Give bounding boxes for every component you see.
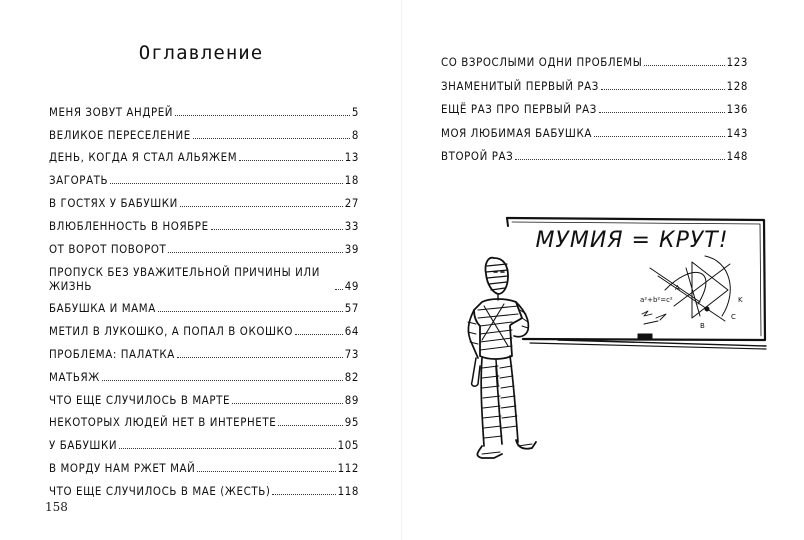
toc-entry[interactable] [49, 338, 359, 361]
toc-entry[interactable] [49, 407, 359, 430]
toc-entry-title: В МОРДУ НАМ РЖЕТ МАЙ [49, 460, 196, 475]
toc-entry-page: 136 [726, 102, 748, 117]
chalk-scribbles [642, 311, 666, 324]
toc-entry-title: ПРОБЛЕМА: ПАЛАТКА [49, 346, 175, 361]
toc-entry-title: ОТ ВОРОТ ПОВОРОТ [49, 241, 167, 256]
toc-entry-page: 39 [344, 241, 359, 256]
toc-entry-page: 8 [351, 127, 359, 142]
toc-entry-page: 112 [337, 460, 359, 475]
toc-entry-title: ВТОРОЙ РАЗ [441, 148, 514, 163]
toc-leader [193, 138, 350, 139]
vertex-label: K [738, 296, 743, 304]
toc-entry-page: 148 [726, 148, 748, 163]
vertex-label: A [675, 284, 680, 292]
toc-entry[interactable] [49, 315, 359, 338]
toc-leader [335, 289, 343, 290]
toc-leader [278, 425, 342, 426]
pythagorean-formula: a²+b²=c² [640, 296, 673, 304]
vertex-label: B [700, 322, 705, 330]
toc-entry[interactable] [49, 210, 359, 233]
toc-entry-page: 105 [337, 438, 359, 453]
toc-entry[interactable] [49, 452, 359, 475]
toc-entry[interactable] [49, 384, 359, 407]
toc-entry-title: ЧТО ЕЩЕ СЛУЧИЛОСЬ В МАЕ (ЖЕСТЬ) [49, 483, 271, 498]
toc-leader [594, 136, 725, 137]
toc-entry[interactable] [49, 256, 359, 293]
toc-leader [102, 380, 343, 381]
toc-leader [197, 471, 335, 472]
toc-title: Оглавление [138, 42, 264, 64]
toc-leader [168, 252, 342, 253]
toc-leader [272, 494, 335, 495]
toc-leader [644, 65, 724, 66]
toc-entry-title: МЕНЯ ЗОВУТ АНДРЕЙ [49, 104, 174, 119]
toc-entry-title: ВЕЛИКОЕ ПЕРЕСЕЛЕНИЕ [49, 127, 191, 142]
toc-entry-title: БАБУШКА И МАМА [49, 301, 156, 316]
toc-entry-title: МЕТИЛ В ЛУКОШКО, А ПОПАЛ В ОКОШКО [49, 324, 294, 339]
right-page [402, 0, 804, 540]
toc-entry-page: 49 [344, 278, 359, 293]
toc-entry-title: В ГОСТЯХ У БАБУШКИ [49, 195, 178, 210]
toc-entry-page: 18 [344, 173, 359, 188]
toc-entry[interactable] [49, 164, 359, 187]
toc-leader [239, 160, 343, 161]
toc-entry-page: 5 [351, 104, 359, 119]
toc-entry-page: 89 [344, 392, 359, 407]
toc-leader [599, 112, 725, 113]
toc-entry-title: ЧТО ЕЩЕ СЛУЧИЛОСЬ В МАРТЕ [49, 392, 231, 407]
toc-entry-page: 33 [344, 218, 359, 233]
toc-entry[interactable] [49, 361, 359, 384]
toc-entry[interactable] [441, 140, 748, 163]
toc-entry-page: 27 [344, 195, 359, 210]
toc-entry-title: ЗАГОРАТЬ [49, 173, 109, 188]
toc-entry-title: У БАБУШКИ [49, 438, 118, 453]
mummy-teacher-illustration [460, 206, 772, 466]
toc-leader [232, 403, 343, 404]
toc-leader [211, 229, 343, 230]
vertex-label: C [731, 313, 736, 321]
toc-entry[interactable] [49, 187, 359, 210]
toc-leader [180, 206, 343, 207]
toc-entry-title: ДЕНЬ, КОГДА Я СТАЛ АЛЬЯЖЕМ [49, 150, 238, 165]
toc-list-right [441, 46, 748, 163]
board-inscription: МУМИЯ = КРУТ! [535, 228, 729, 253]
toc-entry[interactable] [49, 119, 359, 142]
toc-entry-title: ЗНАМЕНИТЫЙ ПЕРВЫЙ РАЗ [441, 78, 599, 93]
toc-leader [175, 115, 350, 116]
toc-entry-page: 13 [344, 150, 359, 165]
toc-entry[interactable] [49, 293, 359, 316]
page-number: 158 [45, 500, 68, 514]
toc-entry-title: ПРОПУСК БЕЗ УВАЖИТЕЛЬНОЙ ПРИЧИНЫ ИЛИ ЖИЗНЬ [49, 264, 320, 293]
toc-entry-page: 57 [344, 301, 359, 316]
toc-entry-page: 118 [337, 483, 359, 498]
toc-entry[interactable] [441, 46, 748, 69]
toc-entry[interactable] [49, 475, 359, 498]
toc-entry[interactable] [49, 96, 359, 119]
toc-entry-page: 143 [726, 125, 748, 140]
geometry-sketch [650, 256, 730, 321]
toc-entry-page: 82 [344, 369, 359, 384]
toc-entry[interactable] [49, 233, 359, 256]
toc-entry[interactable] [441, 69, 748, 92]
toc-entry-page: 64 [344, 324, 359, 339]
toc-entry-page: 123 [726, 55, 748, 70]
toc-entry-title: ЕЩЁ РАЗ ПРО ПЕРВЫЙ РАЗ [441, 102, 597, 117]
toc-leader [177, 357, 343, 358]
toc-leader [119, 448, 336, 449]
toc-leader [158, 311, 343, 312]
toc-entry[interactable] [441, 116, 748, 139]
toc-entry-title: МАТЬЯЖ [49, 369, 100, 384]
toc-leader [601, 89, 725, 90]
toc-entry[interactable] [49, 142, 359, 165]
toc-leader [295, 334, 343, 335]
toc-leader [110, 183, 343, 184]
toc-list-left [49, 96, 359, 498]
toc-entry-page: 73 [344, 346, 359, 361]
toc-leader [515, 159, 724, 160]
toc-entry[interactable] [49, 429, 359, 452]
toc-entry-title: НЕКОТОРЫХ ЛЮДЕЙ НЕТ В ИНТЕРНЕТЕ [49, 415, 277, 430]
mummy-figure [468, 258, 536, 458]
toc-entry-title: СО ВЗРОСЛЫМИ ОДНИ ПРОБЛЕМЫ [441, 55, 643, 70]
toc-entry-title: МОЯ ЛЮБИМАЯ БАБУШКА [441, 125, 592, 140]
toc-entry-page: 128 [726, 78, 748, 93]
toc-entry-title: ВЛЮБЛЕННОСТЬ В НОЯБРЕ [49, 218, 209, 233]
toc-entry-page: 95 [344, 415, 359, 430]
toc-entry[interactable] [441, 93, 748, 116]
